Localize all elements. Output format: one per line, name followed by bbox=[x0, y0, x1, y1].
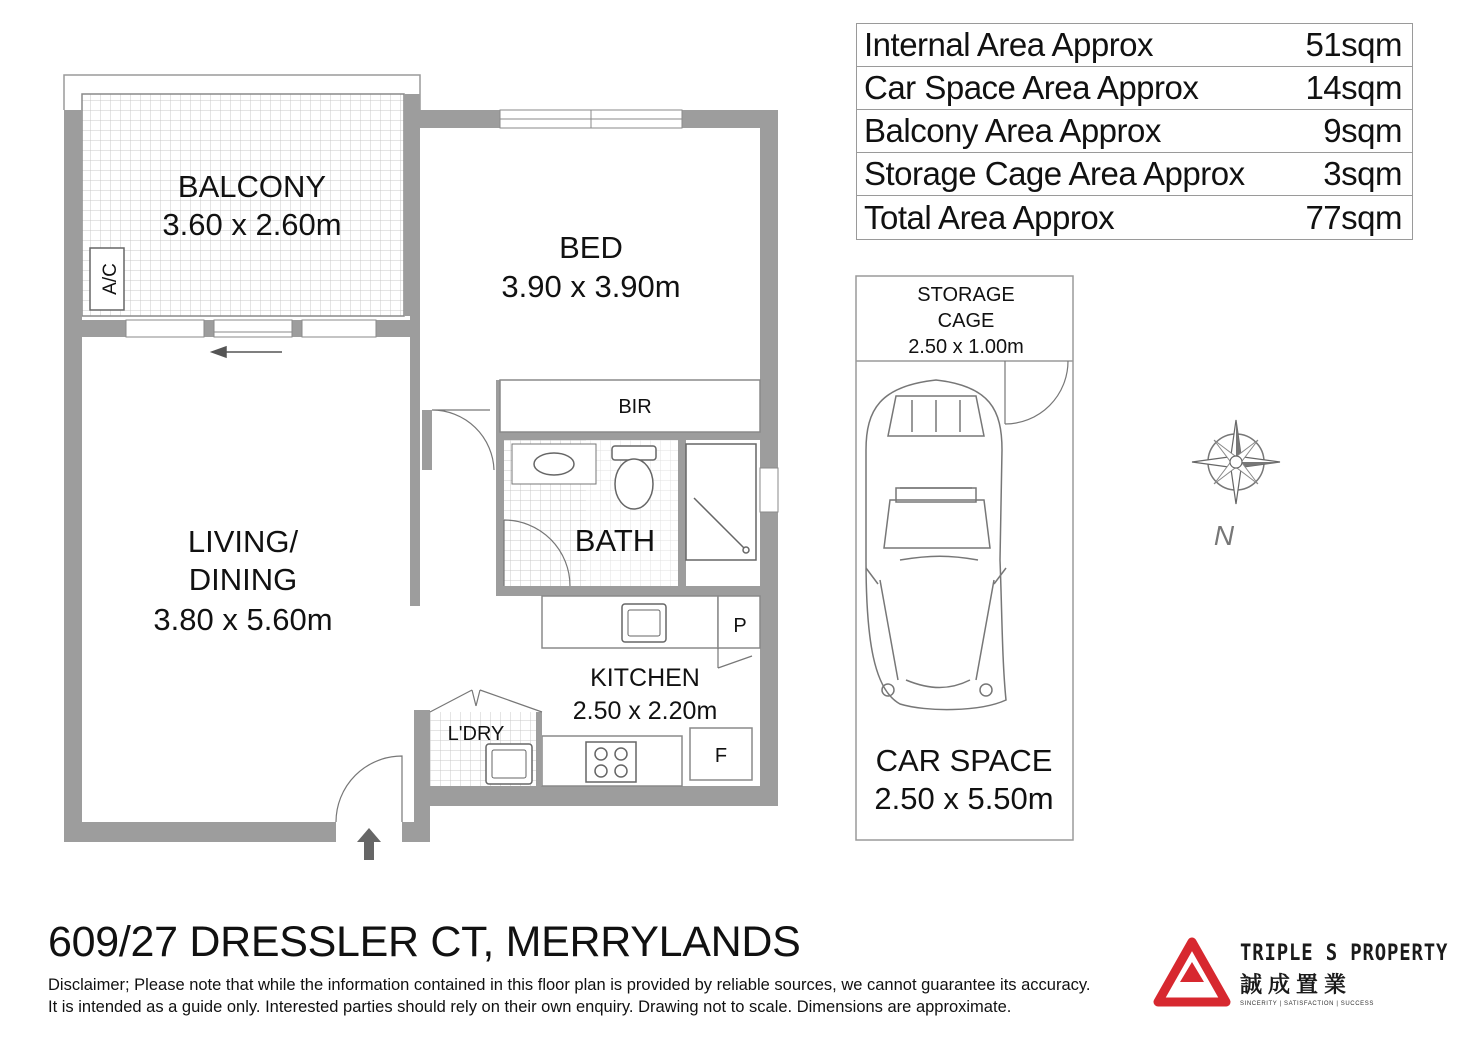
bed-size: 3.90 x 3.90m bbox=[501, 269, 681, 304]
area-schedule-table bbox=[856, 23, 1413, 240]
area-row-balcony bbox=[857, 110, 1412, 153]
laundry-label: L'DRY bbox=[447, 723, 505, 745]
area-value: 51sqm bbox=[1305, 26, 1402, 63]
bedroom-door bbox=[432, 410, 494, 470]
area-row-storage bbox=[857, 153, 1412, 196]
balcony-floor bbox=[82, 94, 404, 316]
disclaimer-line-1: Disclaimer; Please note that while the information contained in this floor plan is provided by reliable sources, we cannot guarantee its accuracy. bbox=[48, 976, 1091, 994]
storage-label-line2: CAGE bbox=[937, 310, 995, 332]
living-size: 3.80 x 5.60m bbox=[153, 602, 333, 637]
brand-name: TRIPLE S PROPERTY bbox=[1240, 941, 1449, 966]
bath-label: BATH bbox=[574, 523, 656, 558]
compass-north-label: N bbox=[1213, 520, 1235, 551]
brand-block bbox=[1240, 941, 1472, 1007]
area-row-total bbox=[857, 196, 1412, 239]
bed-label: BED bbox=[559, 230, 623, 265]
car-space-label: CAR SPACE bbox=[875, 743, 1053, 778]
entry-arrow-icon bbox=[357, 828, 381, 860]
area-row-car-space bbox=[857, 67, 1412, 110]
area-value: 77sqm bbox=[1305, 198, 1402, 236]
balcony-label: BALCONY bbox=[177, 169, 327, 204]
area-value: 3sqm bbox=[1323, 155, 1402, 192]
basin-icon bbox=[534, 453, 574, 475]
car-icon bbox=[866, 380, 1006, 710]
area-value: 9sqm bbox=[1323, 112, 1402, 149]
toilet-icon bbox=[612, 446, 656, 509]
balcony-size: 3.60 x 2.60m bbox=[162, 207, 342, 242]
property-address: 609/27 DRESSLER CT, MERRYLANDS bbox=[48, 918, 801, 966]
storage-size: 2.50 x 1.00m bbox=[908, 336, 1024, 358]
living-label-line2: DINING bbox=[188, 562, 298, 597]
sliding-door-arrow bbox=[212, 347, 282, 357]
car-space-size: 2.50 x 5.50m bbox=[874, 781, 1054, 816]
ac-label: A/C bbox=[100, 263, 121, 295]
kitchen-size: 2.50 x 2.20m bbox=[572, 697, 718, 725]
disclaimer-line-2: It is intended as a guide only. Interested parties should rely on their own enquiry. Drawing not to scale. Dimensions are approximate. bbox=[48, 998, 1012, 1016]
pantry-label: P bbox=[733, 615, 747, 637]
bir-label: BIR bbox=[618, 396, 652, 418]
laundry-doors bbox=[430, 690, 542, 712]
area-label: Total Area Approx bbox=[864, 198, 1115, 236]
fridge-label: F bbox=[714, 745, 728, 767]
entry-door bbox=[336, 756, 402, 822]
disclaimer bbox=[48, 974, 1148, 1018]
living-label-line1: LIVING/ bbox=[187, 524, 299, 559]
kitchen-label: KITCHEN bbox=[590, 664, 700, 692]
area-label: Balcony Area Approx bbox=[864, 112, 1161, 149]
brand-tagline: SINCERITY | SATISFACTION | SUCCESS bbox=[1240, 1001, 1374, 1007]
storage-label-line1: STORAGE bbox=[917, 284, 1015, 306]
brand-logo-icon bbox=[1158, 942, 1226, 1002]
area-label: Storage Cage Area Approx bbox=[864, 155, 1245, 192]
area-label: Internal Area Approx bbox=[864, 26, 1154, 63]
area-value: 14sqm bbox=[1305, 69, 1402, 106]
shower-icon bbox=[686, 444, 756, 560]
brand-chinese-name: 誠成置業 bbox=[1240, 972, 1353, 997]
pantry-door bbox=[718, 648, 752, 668]
storage-cage-door bbox=[1005, 361, 1068, 424]
area-label: Car Space Area Approx bbox=[864, 69, 1199, 106]
compass-rose-icon bbox=[1192, 420, 1280, 504]
area-row-internal bbox=[857, 24, 1412, 67]
